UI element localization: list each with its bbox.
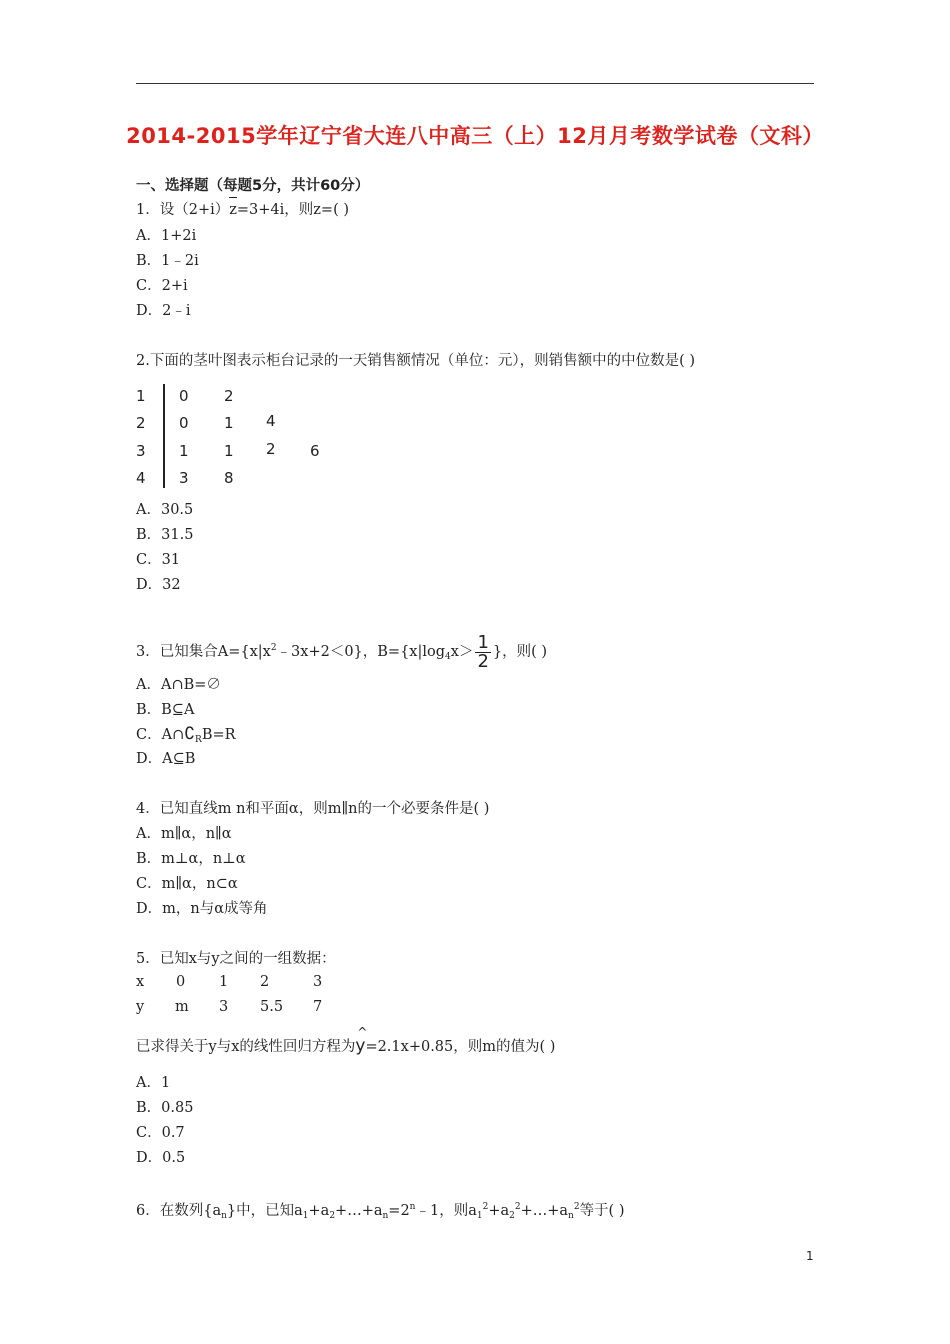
leaf: 3 [179,469,189,487]
q6-part: +…+a [520,1203,569,1219]
q2-option-a: A．30.5 [136,502,194,518]
q2-option-c: C．31 [136,552,181,568]
stem-2: 2 [136,414,146,432]
leaf: 2 [224,387,234,405]
q4-option-c: C．m∥α，n⊂α [136,876,238,892]
subscript: n [221,1211,227,1221]
q5-option-a: A．1 [136,1075,171,1091]
table-cell: 3 [313,974,323,990]
table-cell: 5.5 [260,999,284,1015]
superscript: 2 [270,643,277,653]
question-2-stem: 2.下面的茎叶图表示柜台记录的一天销售额情况（单位：元），则销售额中的中位数是( ) [136,353,696,369]
q3-stem-part: }，则( ) [492,644,548,660]
q5-option-d: D．0.5 [136,1150,186,1166]
leaf: 4 [266,412,276,430]
q6-part: +a [488,1203,510,1219]
question-6-stem [136,1197,625,1226]
table-cell: 1 [219,974,229,990]
subscript: 1 [302,1211,309,1221]
superscript: 2 [482,1202,489,1212]
subscript: 2 [329,1211,336,1221]
subscript: 1 [476,1211,483,1221]
leaf: 0 [179,387,189,405]
q3-option-c-part: C．A∩ [136,727,185,743]
y-hat: ^ y [355,1032,365,1060]
q1-stem-part: =3+4i，则z=( ) [236,202,349,218]
q1-option-a: A．1+2i [136,228,197,244]
q3-stem-part: x＞ [450,644,474,660]
leaf: 0 [179,414,189,432]
q3-option-c-part: B=R [201,727,236,743]
stem-1: 1 [136,387,146,405]
subscript: R [195,735,202,745]
fraction-denominator: 2 [477,650,489,672]
table-cell: 2 [260,974,270,990]
q6-part: +a [308,1203,330,1219]
table-cell: 3 [219,999,229,1015]
q4-option-d: D．m，n与α成等角 [136,901,268,917]
q5-option-b: B．0.85 [136,1100,194,1116]
q5-stem-part: =2.1x+0.85，则m的值为( ) [365,1039,556,1055]
question-3-stem [136,630,547,675]
q3-option-d: D．A⊆B [136,751,196,767]
section-heading: 一、选择题（每题5分，共计60分） [136,178,370,194]
leaf: 1 [224,414,234,432]
q1-option-b: B．1﹣2i [136,253,199,269]
q3-option-c [136,724,236,750]
q5-stem-part: 已求得关于y与x的线性回归方程为 [136,1039,356,1055]
superscript: n [409,1202,416,1212]
question-4-stem: 4．已知直线m n和平面α，则m∥n的一个必要条件是( ) [136,801,490,817]
q6-part: 6．在数列{a [136,1203,222,1219]
table-cell: y [136,999,145,1015]
q1-option-c: C．2+i [136,278,188,294]
q1-option-d: D．2﹣i [136,303,191,319]
q3-option-a: A．A∩B=∅ [136,677,221,693]
z-conjugate: z [229,202,237,218]
stem-4: 4 [136,469,146,487]
table-cell: 0 [176,974,186,990]
leaf: 1 [179,442,189,460]
q2-option-b: B．31.5 [136,527,194,543]
superscript: 2 [514,1202,521,1212]
leaf: 2 [266,440,276,458]
leaf: 1 [224,442,234,460]
table-cell: x [136,974,145,990]
q6-part: ﹣1，则a [415,1203,477,1219]
page-number: 1 [806,1249,814,1263]
q6-part: }中，已知a [226,1203,303,1219]
q2-option-d: D．32 [136,577,181,593]
page-title: 2014-2015学年辽宁省大连八中高三（上）12月月考数学试卷（文科） [126,124,824,148]
q3-option-b: B．B⊆A [136,702,195,718]
q3-stem-part: ﹣3x+2＜0}，B={x|log [276,644,446,660]
header-rule [136,83,814,84]
superscript: 2 [573,1202,580,1212]
question-5-stem: 5．已知x与y之间的一组数据： [136,951,336,967]
table-cell: 7 [313,999,323,1015]
table-cell: m [175,999,189,1015]
subscript: n [382,1211,389,1221]
question-5-stem-2 [136,1032,555,1061]
q4-option-a: A．m∥α，n∥α [136,826,232,842]
q6-part: 等于( ) [579,1203,625,1219]
q6-part: +…+a [335,1203,383,1219]
subscript: 4 [445,652,451,662]
question-1-stem [136,200,349,220]
subscript: 2 [509,1211,515,1221]
leaf: 6 [310,442,320,460]
fraction-numerator: 1 [477,631,489,653]
q6-part: =2 [388,1203,410,1219]
stem-3: 3 [136,442,146,460]
q5-option-c: C．0.7 [136,1125,185,1141]
leaf: 8 [224,469,234,487]
q4-option-b: B．m⊥α，n⊥α [136,851,246,867]
q1-stem-part: 1．设（2+i） [136,202,230,218]
stem-leaf-divider [163,384,165,488]
fraction [475,631,490,672]
q3-stem-part: 3．已知集合A={x|x [136,644,271,660]
subscript: n [568,1211,574,1221]
complement-symbol: ∁ [184,724,196,744]
